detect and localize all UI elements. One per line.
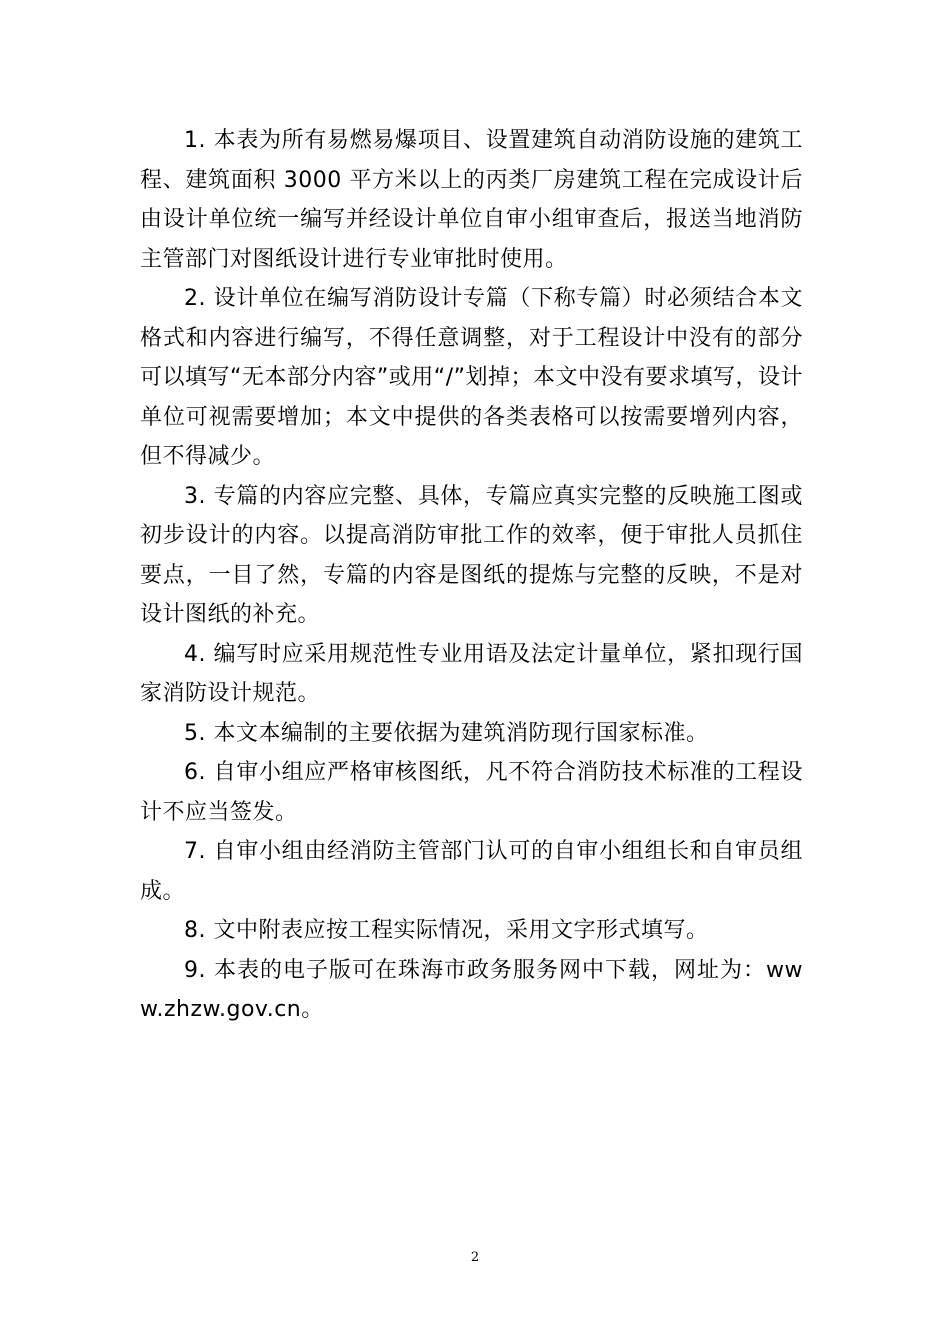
instruction-item-2: 2. 设计单位在编写消防设计专篇（下称专篇）时必须结合本文格式和内容进行编写，不得任意调整，对于工程设计中没有的部分可以填写“无本部分内容”或用“/”划掉；本文中没有要求填写，设计单位可视需要增加；本文中提供的各类表格可以按需要增列内容，但不得减少。 [140, 286, 804, 469]
instruction-item-8: 8. 文中附表应按工程实际情况，采用文字形式填写。 [184, 918, 709, 943]
instruction-item-1: 1. 本表为所有易燃易爆项目、设置建筑自动消防设施的建筑工程、建筑面积 3000 平方米以上的丙类厂房建筑工程在完成设计后由设计单位统一编写并经设计单位自审小组审查后，报送当地消防主管部门对图纸设计进行专业审批时使用。 [140, 128, 803, 272]
instruction-item-5: 5. 本文本编制的主要依据为建筑消防现行国家标准。 [184, 720, 709, 746]
instruction-item-3: 3. 专篇的内容应完整、具体，专篇应真实完整的反映施工图或初步设计的内容。以提高消防审批工作的效率，便于审批人员抓住要点，一目了然，专篇的内容是图纸的提炼与完整的反映，不是对设计图纸的补充。 [140, 483, 803, 627]
instruction-item-4: 4. 编写时应采用规范性专业用语及法定计量单位，紧扣现行国家消防设计规范。 [140, 641, 803, 706]
page-number: 2 [470, 1250, 480, 1265]
instruction-item-6: 6. 自审小组应严格审核图纸，凡不符合消防技术标准的工程设计不应当签发。 [140, 760, 803, 825]
instruction-item-7: 7. 自审小组由经消防主管部门认可的自审小组组长和自审员组成。 [140, 839, 803, 904]
instructions-body [140, 121, 803, 1030]
instruction-item-9: 9. 本表的电子版可在珠海市政务服务网中下载，网址为：www.zhzw.gov.cn。 [140, 957, 803, 1022]
